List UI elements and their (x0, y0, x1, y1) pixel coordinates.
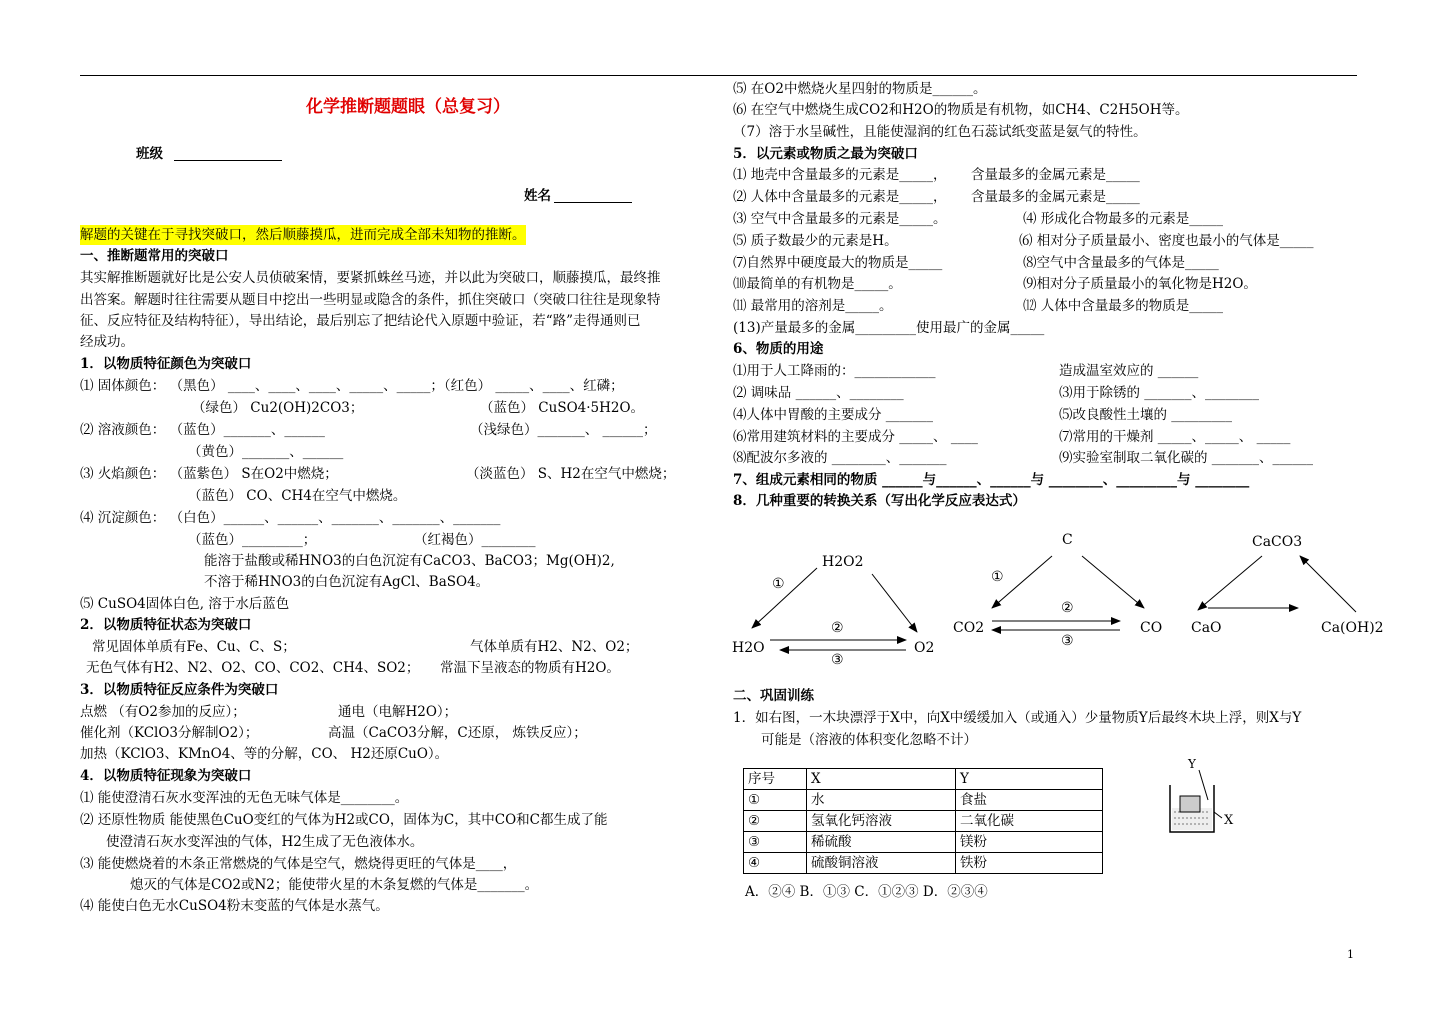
color-line: （淡蓝色） S、H2在空气中燃烧； (466, 466, 676, 482)
d2-step-3: ③ (1061, 633, 1074, 649)
phenomenon-line: （7）溶于水呈碱性，且能使湿润的红色石蕊试纸变蓝是氨气的特性。 (733, 124, 1147, 140)
color-line: ⑶ 火焰颜色： （蓝紫色） S在O2中燃烧； (80, 466, 338, 482)
table-cell: ③ (744, 832, 807, 853)
phenomenon-line: 熄灭的气体是CO2或N2；能使带火星的木条复燃的气体是_______。 (130, 877, 539, 893)
element-line: ⑾ 最常用的溶剂是_____。 (733, 298, 893, 314)
subheading: 8．几种重要的转换关系（写出化学反应表达式） (733, 493, 1026, 509)
element-line: ⑶ 空气中含量最多的元素是_____。 (733, 211, 947, 227)
question-line: 可能是（溶液的体积变化忽略不计） (761, 732, 977, 748)
table-cell: 二氧化碳 (956, 811, 1103, 832)
beaker-icon (1170, 757, 1234, 832)
question-line: 1．如右图，一木块漂浮于X中，向X中缓缓加入（或通入）少量物质Y后最终木块上浮，则X与Y (733, 710, 1302, 726)
arrow (872, 574, 917, 632)
d2-top-label: C (1062, 532, 1073, 548)
phenomenon-line: 使澄清石灰水变浑浊的气体，H2生成了无色液体水。 (106, 834, 424, 850)
table-cell: 水 (807, 790, 956, 811)
color-line: （蓝色） CO、CH4在空气中燃烧。 (188, 488, 407, 504)
element-line: ⑼相对分子质量最小的氧化物是H2O。 (1023, 276, 1257, 292)
color-line: （蓝色） CuSO4·5H2O。 (480, 400, 645, 416)
subheading: 1．以物质特征颜色为突破口 (80, 356, 252, 372)
element-line: 含量最多的金属元素是_____ (971, 167, 1140, 183)
subheading: 3．以物质特征反应条件为突破口 (80, 682, 279, 698)
element-line: 含量最多的金属元素是_____ (971, 189, 1140, 205)
para-line: 经成功。 (80, 334, 134, 350)
state-line: 常见固体单质有Fe、Cu、C、S； (92, 639, 296, 655)
element-line: ⑽最简单的有机物是_____。 (733, 276, 902, 292)
color-line: （浅绿色）_______、 ______； (470, 422, 657, 438)
condition-line: 点燃 （有O2参加的反应）； (80, 704, 246, 720)
condition-line: 高温（CaCO3分解，C还原， 炼铁反应）； (328, 725, 587, 741)
usage-line: ⑸改良酸性土壤的 _________ (1059, 407, 1233, 423)
para-line: 出答案。解题时往往需要从题目中挖出一些明显或隐含的条件，抓住突破口（突破口往往是现象特 (80, 292, 661, 308)
table-cell: 铁粉 (956, 853, 1103, 874)
element-line: ⑴ 地壳中含量最多的元素是_____， (733, 167, 947, 183)
table-header: X (807, 769, 956, 790)
color-line: （黄色）_______、______ (188, 444, 344, 460)
subheading: 6、物质的用途 (733, 341, 824, 357)
table-header: Y (956, 769, 1103, 790)
table-cell: 氢氧化钙溶液 (807, 811, 956, 832)
page-title: 化学推断题题眼（总复习） (306, 97, 510, 117)
d2-right-label: CO (1140, 620, 1163, 636)
color-line: 不溶于稀HNO3的白色沉淀有AgCl、BaSO4。 (204, 574, 490, 590)
table-cell: 稀硫酸 (807, 832, 956, 853)
arrow (1198, 556, 1262, 610)
beaker-y-label: Y (1188, 757, 1196, 771)
phenomenon-line: ⑶ 能使燃烧着的木条正常燃烧的气体是空气，燃烧得更旺的气体是____， (80, 856, 517, 872)
color-line: ⑸ CuSO4固体白色, 溶于水后蓝色 (80, 596, 290, 612)
phenomenon-line: ⑹ 在空气中燃烧生成CO2和H2O的物质是有机物，如CH4、C2H5OH等。 (733, 102, 1189, 118)
subheading: 5．以元素或物质之最为突破口 (733, 146, 918, 162)
element-line: (13)产量最多的金属_________使用最广的金属_____ (733, 320, 1045, 336)
phenomenon-line: ⑴ 能使澄清石灰水变浑浊的无色无味气体是________。 (80, 790, 409, 806)
element-line: ⑵ 人体中含量最多的元素是_____， (733, 189, 947, 205)
usage-line: ⑼实验室制取二氧化碳的 _______、______ (1059, 450, 1314, 466)
arrow (1300, 556, 1356, 612)
phenomenon-line: ⑷ 能使白色无水CuSO4粉末变蓝的气体是水蒸气。 (80, 898, 389, 914)
d1-step-3: ③ (831, 652, 844, 668)
table-cell: ① (744, 790, 807, 811)
table-cell: 镁粉 (956, 832, 1103, 853)
subheading: 4．以物质特征现象为突破口 (80, 768, 252, 784)
color-line: ⑴ 固体颜色： （黑色） ____、____、____、_____、_____；（红色） _____、____、红磷； (80, 378, 624, 394)
element-line: ⑸ 质子数最少的元素是H。 (733, 233, 898, 249)
page-number: 1 (1347, 948, 1354, 961)
usage-line: 造成温室效应的 ______ (1059, 363, 1199, 379)
para-line: 其实解推断题就好比是公安人员侦破案情，要紧抓蛛丝马迹，并以此为突破口，顺藤摸瓜，最终推 (80, 270, 661, 286)
usage-line: ⑹常用建筑材料的主要成分 _____、 ____ (733, 429, 978, 445)
element-line: ⑿ 人体中含量最多的物质是_____ (1023, 298, 1224, 314)
table-cell: 食盐 (956, 790, 1103, 811)
d3-top-label: CaCO3 (1252, 534, 1303, 550)
table-header: 序号 (744, 769, 807, 790)
d1-right-label: O2 (914, 640, 935, 656)
state-line: 无色气体有H2、N2、O2、CO、CO2、CH4、SO2； (86, 660, 420, 676)
answer-choices[interactable]: A．②④ B．①③ C．①②③ D．②③④ (745, 884, 988, 900)
condition-line: 催化剂（KClO3分解制O2）； (80, 725, 259, 741)
usage-line: ⑴用于人工降雨的：____________ (733, 363, 936, 379)
condition-line: 加热（KClO3、KMnO4、等的分解，CO、 H2还原CuO）。 (80, 746, 449, 762)
d3-left-label: CaO (1191, 620, 1222, 636)
color-line: （蓝色）_________； (188, 532, 317, 548)
table-cell: ④ (744, 853, 807, 874)
beaker-x-label: X (1224, 813, 1234, 828)
state-line: 常温下呈液态的物质有H2O。 (440, 660, 620, 676)
d2-step-2: ② (1061, 600, 1074, 616)
section-2-heading: 二、巩固训练 (733, 688, 814, 704)
d2-left-label: CO2 (953, 620, 985, 636)
d2-step-1: ① (991, 569, 1004, 585)
usage-line: ⑻配波尔多液的 ________、_______ (733, 450, 947, 466)
color-line: （绿色） Cu2(OH)2CO3； (192, 400, 364, 416)
color-line: （红褐色）________ (414, 532, 536, 548)
arrow (1082, 556, 1144, 608)
subheading: 2．以物质特征状态为突破口 (80, 617, 252, 633)
intro-highlight: 解题的关键在于寻找突破口，然后顺藤摸瓜，进而完成全部未知物的推断。 (80, 227, 526, 243)
section-1-heading: 一、推断题常用的突破口 (80, 248, 229, 264)
wood-block (1180, 796, 1200, 812)
para-line: 征、反应特征及结构特征），导出结论，最后别忘了把结论代入原题中验证，若“路”走得通则已 (80, 313, 641, 329)
phenomenon-line: ⑵ 还原性物质 能使黑色CuO变红的气体为H2或CO，固体为C，其中CO和C都生成了能 (80, 812, 608, 828)
color-line: ⑷ 沉淀颜色： （白色）______、______、_______、_______、_______ (80, 510, 501, 526)
usage-line: ⑺常用的干燥剂 _____、_____、 _____ (1059, 429, 1291, 445)
element-line: ⑹ 相对分子质量最小、密度也最小的气体是_____ (1019, 233, 1314, 249)
state-line: 气体单质有H2、N2、O2； (470, 639, 639, 655)
d3-right-label: Ca(OH)2 (1321, 620, 1384, 636)
color-line: 能溶于盐酸或稀HNO3的白色沉淀有CaCO3、BaCO3；Mg(OH)2, (204, 553, 615, 569)
color-line: ⑵ 溶液颜色： （蓝色）_______、______ (80, 422, 325, 438)
subheading: 7、组成元素相同的物质 ______与______、______与 ________、_________与 ________ (733, 472, 1250, 488)
usage-line: ⑵ 调味品 ______、________ (733, 385, 904, 401)
d1-top-label: H2O2 (822, 554, 864, 570)
phenomenon-line: ⑸ 在O2中燃烧火星四射的物质是______。 (733, 81, 987, 97)
d1-step-1: ① (772, 576, 785, 592)
element-line: ⑺自然界中硬度最大的物质是_____ (733, 255, 943, 271)
table-cell: ② (744, 811, 807, 832)
d1-step-2: ② (831, 620, 844, 636)
element-line: ⑷ 形成化合物最多的元素是_____ (1023, 211, 1224, 227)
d1-left-label: H2O (732, 640, 765, 656)
usage-line: ⑷人体中胃酸的主要成分 _______ (733, 407, 934, 423)
usage-line: ⑶用于除锈的 _______、________ (1059, 385, 1260, 401)
element-line: ⑻空气中含量最多的气体是_____ (1023, 255, 1219, 271)
condition-line: 通电（电解H2O）； (338, 704, 458, 720)
table-cell: 硫酸铜溶液 (807, 853, 956, 874)
